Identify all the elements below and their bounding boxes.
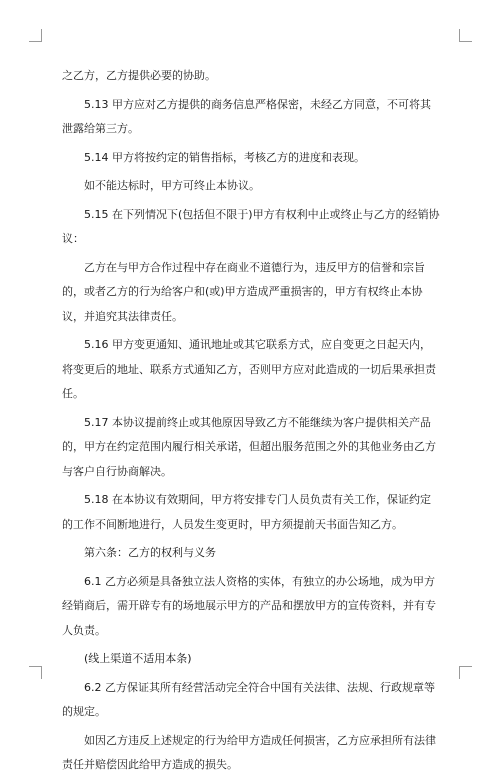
crop-mark-top-right (459, 29, 472, 42)
clause-5-14: 5.14 甲方将按约定的销售指标，考核乙方的进度和表现。 (84, 150, 365, 164)
crop-mark-top-left (29, 29, 42, 42)
clause-6-1-note: (线上渠道不适用本条) (84, 652, 192, 665)
paragraph-continuation: 之乙方，乙方提供必要的协助。 (62, 69, 216, 82)
clause-6-2-detail: 如因乙方违反上述规定的行为给甲方造成任何损害，乙方应承担所有法律责任并赔偿因此给甲方造成的损失。 (62, 733, 436, 771)
crop-mark-bottom-right (459, 666, 472, 679)
clause-5-14-note: 如不能达标时，甲方可终止本协议。 (84, 179, 260, 192)
clause-5-15: 5.15 在下列情况下(包括但不限于)甲方有权利中止或终止与乙方的经销协议： (62, 207, 440, 245)
document-body (62, 64, 440, 782)
clause-5-13: 5.13 甲方应对乙方提供的商务信息严格保密，未经乙方同意，不可将其泄露给第三方。 (62, 97, 431, 135)
section-heading-article-6: 第六条：乙方的权利与义务 (84, 546, 216, 559)
clause-5-16: 5.16 甲方变更通知、通讯地址或其它联系方式，应自变更之日起天内，将变更后的地址、联系方式通知乙方，否则甲方应对此造成的一切后果承担责任。 (62, 338, 436, 400)
clause-5-17: 5.17 本协议提前终止或其他原因导致乙方不能继续为客户提供相关产品的，甲方在约定范围内履行相关承诺，但超出服务范围之外的其他业务由乙方与客户自行协商解决。 (62, 415, 436, 478)
clause-5-15-detail: 乙方在与甲方合作过程中存在商业不道德行为，违反甲方的信誉和宗旨的，或者乙方的行为给客户和(或)甲方造成严重损害的，甲方有权终止本协议，并追究其法律责任。 (62, 260, 425, 323)
clause-6-2: 6.2 乙方保证其所有经营活动完全符合中国有关法律、法规、行政规章等的规定。 (62, 680, 435, 718)
crop-mark-bottom-left (29, 666, 42, 679)
clause-6-1: 6.1 乙方必须是具备独立法人资格的实体，有独立的办公场地，成为甲方经销商后，需开辟专有的场地展示甲方的产品和摆放甲方的宣传资料，并有专人负责。 (62, 574, 436, 637)
clause-5-18: 5.18 在本协议有效期间，甲方将安排专门人员负责有关工作，保证约定的工作不间断地进行，人员发生变更时，甲方须提前天书面告知乙方。 (62, 493, 431, 531)
